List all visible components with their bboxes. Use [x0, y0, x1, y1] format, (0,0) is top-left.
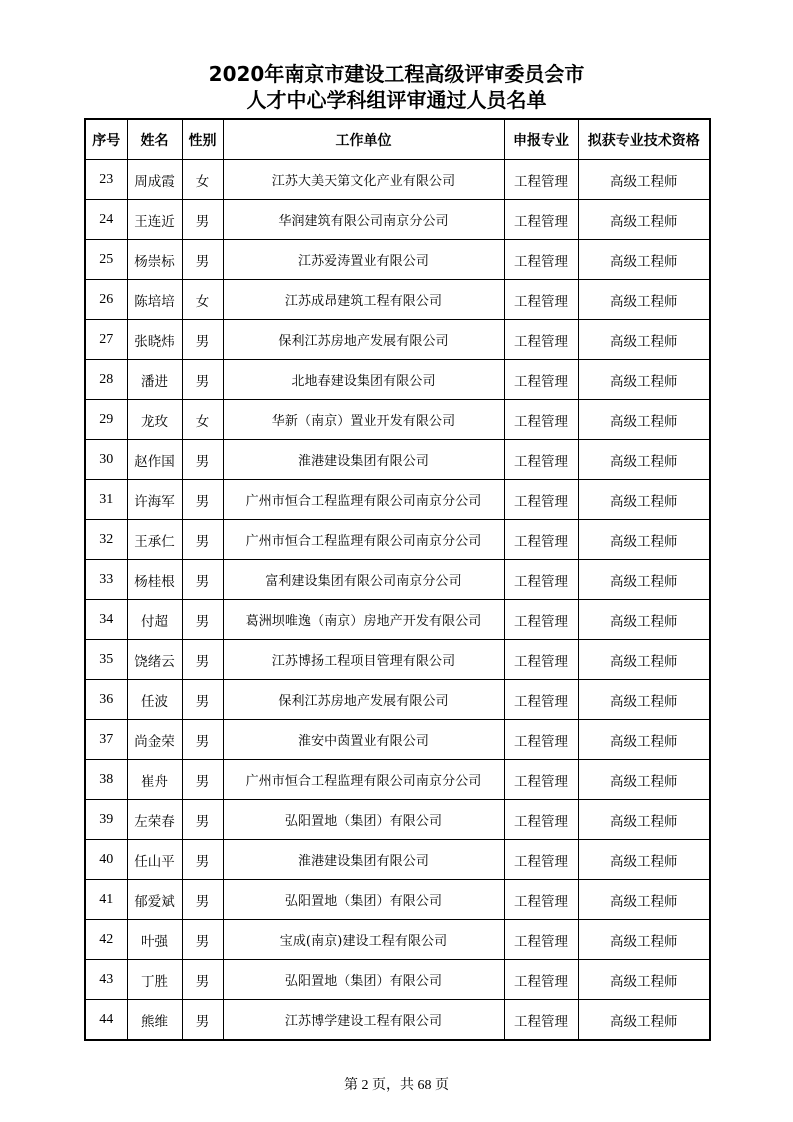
serial-number-cell: 32	[85, 520, 127, 560]
specialty-cell: 工程管理	[504, 440, 578, 480]
employer-cell: 弘阳置地（集团）有限公司	[223, 800, 504, 840]
employer-cell: 北地春建设集团有限公司	[223, 360, 504, 400]
qualification-cell: 高级工程师	[578, 520, 710, 560]
employer-cell: 保利江苏房地产发展有限公司	[223, 320, 504, 360]
employer-cell: 淮港建设集团有限公司	[223, 840, 504, 880]
serial-number-cell: 40	[85, 840, 127, 880]
table-row	[85, 880, 710, 920]
employer-cell: 广州市恒合工程监理有限公司南京分公司	[223, 480, 504, 520]
table-row	[85, 480, 710, 520]
gender-cell: 男	[182, 560, 223, 600]
employer-cell: 淮安中茵置业有限公司	[223, 720, 504, 760]
approved-personnel-table	[84, 118, 711, 1041]
qualification-cell: 高级工程师	[578, 400, 710, 440]
qualification-cell: 高级工程师	[578, 440, 710, 480]
employer-cell: 华新（南京）置业开发有限公司	[223, 400, 504, 440]
name-cell: 任波	[127, 680, 182, 720]
serial-number-cell: 25	[85, 240, 127, 280]
gender-cell: 男	[182, 1000, 223, 1041]
serial-number-cell: 31	[85, 480, 127, 520]
specialty-cell: 工程管理	[504, 160, 578, 200]
table-row	[85, 520, 710, 560]
header-employer: 工作单位	[223, 119, 504, 160]
name-cell: 龙玫	[127, 400, 182, 440]
serial-number-cell: 29	[85, 400, 127, 440]
header-gender: 性别	[182, 119, 223, 160]
name-cell: 付超	[127, 600, 182, 640]
table-row	[85, 1000, 710, 1041]
serial-number-cell: 36	[85, 680, 127, 720]
table-row	[85, 600, 710, 640]
qualification-cell: 高级工程师	[578, 280, 710, 320]
specialty-cell: 工程管理	[504, 360, 578, 400]
gender-cell: 女	[182, 400, 223, 440]
employer-cell: 保利江苏房地产发展有限公司	[223, 680, 504, 720]
specialty-cell: 工程管理	[504, 760, 578, 800]
specialty-cell: 工程管理	[504, 200, 578, 240]
employer-cell: 富利建设集团有限公司南京分公司	[223, 560, 504, 600]
specialty-cell: 工程管理	[504, 400, 578, 440]
serial-number-cell: 30	[85, 440, 127, 480]
serial-number-cell: 23	[85, 160, 127, 200]
qualification-cell: 高级工程师	[578, 840, 710, 880]
specialty-cell: 工程管理	[504, 240, 578, 280]
gender-cell: 男	[182, 880, 223, 920]
gender-cell: 男	[182, 680, 223, 720]
table-row	[85, 760, 710, 800]
qualification-cell: 高级工程师	[578, 640, 710, 680]
table-row	[85, 440, 710, 480]
table-row	[85, 400, 710, 440]
header-serial-number: 序号	[85, 119, 127, 160]
qualification-cell: 高级工程师	[578, 160, 710, 200]
serial-number-cell: 41	[85, 880, 127, 920]
employer-cell: 江苏博扬工程项目管理有限公司	[223, 640, 504, 680]
name-cell: 杨桂根	[127, 560, 182, 600]
gender-cell: 男	[182, 840, 223, 880]
table-row	[85, 280, 710, 320]
table-row	[85, 640, 710, 680]
table-row	[85, 920, 710, 960]
name-cell: 叶强	[127, 920, 182, 960]
table-row	[85, 800, 710, 840]
name-cell: 王承仁	[127, 520, 182, 560]
document-title-line-1: 2020年南京市建设工程高级评审委员会市	[208, 62, 585, 86]
name-cell: 尚金荣	[127, 720, 182, 760]
gender-cell: 女	[182, 160, 223, 200]
employer-cell: 江苏大美天第文化产业有限公司	[223, 160, 504, 200]
employer-cell: 广州市恒合工程监理有限公司南京分公司	[223, 520, 504, 560]
qualification-cell: 高级工程师	[578, 720, 710, 760]
name-cell: 饶绪云	[127, 640, 182, 680]
serial-number-cell: 35	[85, 640, 127, 680]
header-name: 姓名	[127, 119, 182, 160]
gender-cell: 男	[182, 360, 223, 400]
name-cell: 许海军	[127, 480, 182, 520]
name-cell: 任山平	[127, 840, 182, 880]
table-row	[85, 960, 710, 1000]
specialty-cell: 工程管理	[504, 840, 578, 880]
qualification-cell: 高级工程师	[578, 760, 710, 800]
specialty-cell: 工程管理	[504, 800, 578, 840]
qualification-cell: 高级工程师	[578, 200, 710, 240]
specialty-cell: 工程管理	[504, 480, 578, 520]
qualification-cell: 高级工程师	[578, 800, 710, 840]
name-cell: 丁胜	[127, 960, 182, 1000]
employer-cell: 广州市恒合工程监理有限公司南京分公司	[223, 760, 504, 800]
table-row	[85, 240, 710, 280]
serial-number-cell: 39	[85, 800, 127, 840]
employer-cell: 江苏爱涛置业有限公司	[223, 240, 504, 280]
gender-cell: 男	[182, 600, 223, 640]
serial-number-cell: 43	[85, 960, 127, 1000]
serial-number-cell: 38	[85, 760, 127, 800]
header-qualification: 拟获专业技术资格	[578, 119, 710, 160]
qualification-cell: 高级工程师	[578, 680, 710, 720]
specialty-cell: 工程管理	[504, 280, 578, 320]
specialty-cell: 工程管理	[504, 560, 578, 600]
serial-number-cell: 34	[85, 600, 127, 640]
specialty-cell: 工程管理	[504, 520, 578, 560]
name-cell: 熊维	[127, 1000, 182, 1041]
gender-cell: 女	[182, 280, 223, 320]
qualification-cell: 高级工程师	[578, 600, 710, 640]
name-cell: 潘进	[127, 360, 182, 400]
employer-cell: 江苏博学建设工程有限公司	[223, 1000, 504, 1041]
serial-number-cell: 42	[85, 920, 127, 960]
qualification-cell: 高级工程师	[578, 880, 710, 920]
employer-cell: 弘阳置地（集团）有限公司	[223, 880, 504, 920]
employer-cell: 宝成(南京)建设工程有限公司	[223, 920, 504, 960]
employer-cell: 弘阳置地（集团）有限公司	[223, 960, 504, 1000]
employer-cell: 江苏成昂建筑工程有限公司	[223, 280, 504, 320]
qualification-cell: 高级工程师	[578, 960, 710, 1000]
specialty-cell: 工程管理	[504, 1000, 578, 1041]
serial-number-cell: 27	[85, 320, 127, 360]
serial-number-cell: 44	[85, 1000, 127, 1041]
name-cell: 杨崇标	[127, 240, 182, 280]
table-row	[85, 320, 710, 360]
name-cell: 左荣春	[127, 800, 182, 840]
employer-cell: 华润建筑有限公司南京分公司	[223, 200, 504, 240]
header-declared-specialty: 申报专业	[504, 119, 578, 160]
name-cell: 周成霞	[127, 160, 182, 200]
table-header-row	[85, 119, 710, 160]
specialty-cell: 工程管理	[504, 880, 578, 920]
table-row	[85, 160, 710, 200]
employer-cell: 葛洲坝唯逸（南京）房地产开发有限公司	[223, 600, 504, 640]
specialty-cell: 工程管理	[504, 600, 578, 640]
qualification-cell: 高级工程师	[578, 480, 710, 520]
gender-cell: 男	[182, 960, 223, 1000]
gender-cell: 男	[182, 920, 223, 960]
specialty-cell: 工程管理	[504, 920, 578, 960]
serial-number-cell: 28	[85, 360, 127, 400]
table-row	[85, 200, 710, 240]
name-cell: 王连近	[127, 200, 182, 240]
table-body	[85, 160, 710, 1041]
gender-cell: 男	[182, 240, 223, 280]
table-row	[85, 680, 710, 720]
name-cell: 赵作国	[127, 440, 182, 480]
name-cell: 郁爱斌	[127, 880, 182, 920]
specialty-cell: 工程管理	[504, 960, 578, 1000]
gender-cell: 男	[182, 440, 223, 480]
table-row	[85, 840, 710, 880]
gender-cell: 男	[182, 520, 223, 560]
gender-cell: 男	[182, 760, 223, 800]
document-title-line-2: 人才中心学科组评审通过人员名单	[246, 88, 547, 112]
page-footer: 第 2 页，共 68 页	[344, 1078, 449, 1093]
gender-cell: 男	[182, 640, 223, 680]
specialty-cell: 工程管理	[504, 640, 578, 680]
serial-number-cell: 24	[85, 200, 127, 240]
gender-cell: 男	[182, 800, 223, 840]
qualification-cell: 高级工程师	[578, 1000, 710, 1041]
qualification-cell: 高级工程师	[578, 560, 710, 600]
name-cell: 崔舟	[127, 760, 182, 800]
employer-cell: 淮港建设集团有限公司	[223, 440, 504, 480]
gender-cell: 男	[182, 320, 223, 360]
name-cell: 陈培培	[127, 280, 182, 320]
serial-number-cell: 37	[85, 720, 127, 760]
specialty-cell: 工程管理	[504, 680, 578, 720]
qualification-cell: 高级工程师	[578, 240, 710, 280]
specialty-cell: 工程管理	[504, 320, 578, 360]
qualification-cell: 高级工程师	[578, 360, 710, 400]
serial-number-cell: 33	[85, 560, 127, 600]
qualification-cell: 高级工程师	[578, 320, 710, 360]
table-row	[85, 720, 710, 760]
qualification-cell: 高级工程师	[578, 920, 710, 960]
name-cell: 张晓炜	[127, 320, 182, 360]
table-row	[85, 560, 710, 600]
table-row	[85, 360, 710, 400]
gender-cell: 男	[182, 720, 223, 760]
gender-cell: 男	[182, 480, 223, 520]
gender-cell: 男	[182, 200, 223, 240]
serial-number-cell: 26	[85, 280, 127, 320]
specialty-cell: 工程管理	[504, 720, 578, 760]
